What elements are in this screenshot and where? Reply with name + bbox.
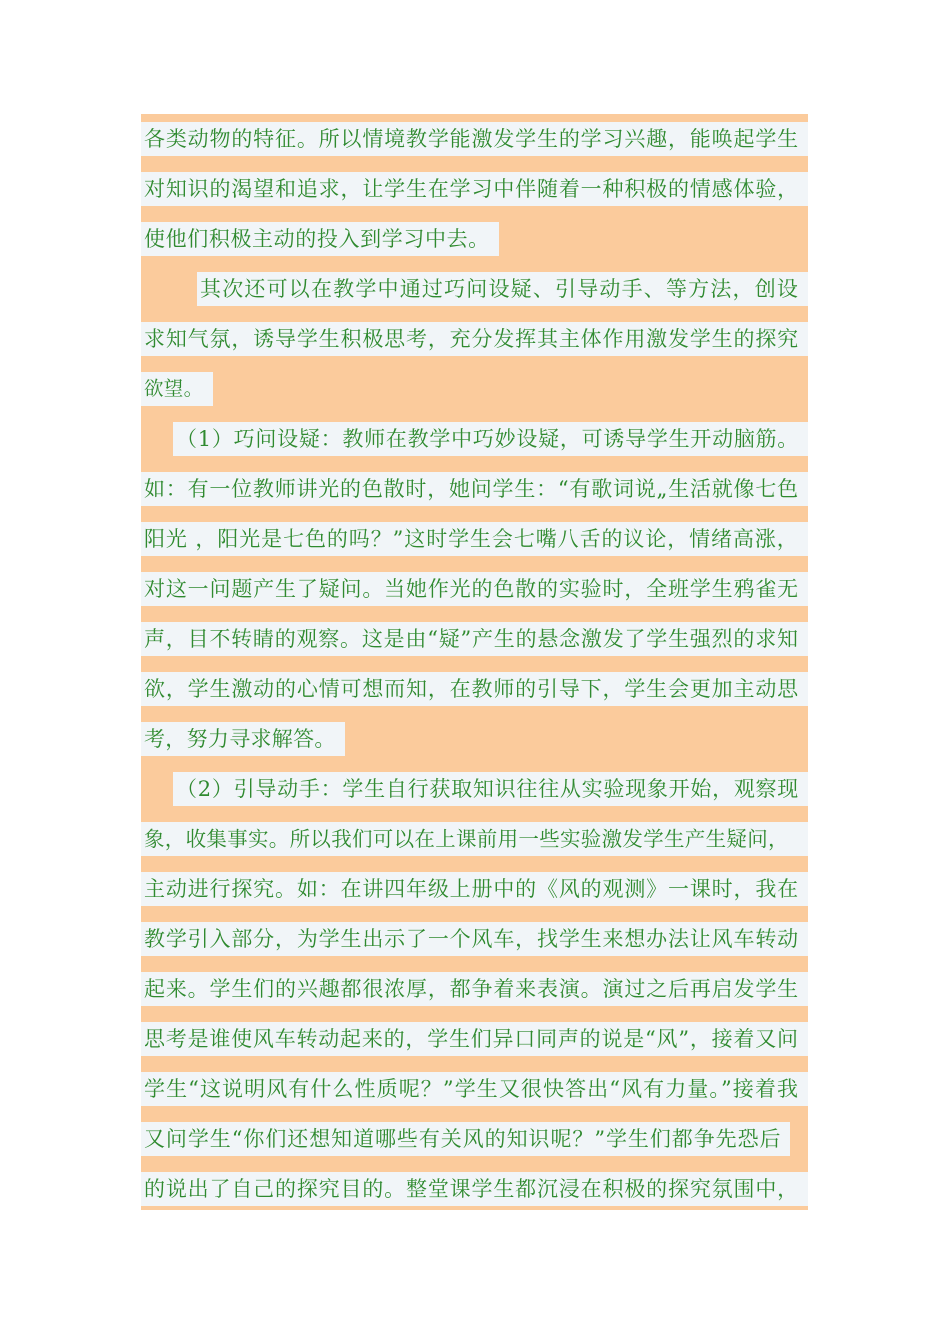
text-line-content: （1）巧问设疑：教师在教学中巧妙设疑，可诱导学生开动脑筋。 <box>173 422 808 456</box>
text-line <box>141 514 808 564</box>
text-line-content: 求知气氛，诱导学生积极思考，充分发挥其主体作用激发学生的探究 <box>141 322 808 356</box>
text-line <box>141 1014 808 1064</box>
text-line-content: 学生“这说明风有什么性质呢？”学生又很快答出“风有力量。”接着我 <box>141 1072 808 1106</box>
text-line <box>141 714 808 764</box>
text-line <box>141 564 808 614</box>
text-line <box>141 214 808 264</box>
text-line <box>141 814 808 864</box>
text-line-content: 其次还可以在教学中通过巧问设疑、引导动手、等方法，创设 <box>197 272 808 306</box>
text-line-content: 思考是谁使风车转动起来的，学生们异口同声的说是“风”，接着又问 <box>141 1022 808 1056</box>
text-line-content: 的说出了自己的探究目的。整堂课学生都沉浸在积极的探究氛围中， <box>141 1172 808 1206</box>
text-line <box>141 1114 808 1164</box>
text-line <box>141 314 808 364</box>
text-line-content: 主动进行探究。如：在讲四年级上册中的《风的观测》一课时，我在 <box>141 872 808 906</box>
highlighted-text-block <box>141 114 808 1210</box>
text-line-content: 各类动物的特征。所以情境教学能激发学生的学习兴趣，能唤起学生 <box>141 122 808 156</box>
text-line-content: 阳光 ，阳光是七色的吗？”这时学生会七嘴八舌的议论，情绪高涨， <box>141 522 808 556</box>
text-line-content: 起来。学生们的兴趣都很浓厚，都争着来表演。演过之后再启发学生 <box>141 972 808 1006</box>
text-line-content: 象，收集事实。所以我们可以在上课前用一些实验激发学生产生疑问， <box>141 822 808 856</box>
text-line-content: 教学引入部分，为学生出示了一个风车，找学生来想办法让风车转动 <box>141 922 808 956</box>
text-line-content: 如：有一位教师讲光的色散时，她问学生：“有歌词说„生活就像七色 <box>141 472 808 506</box>
text-line <box>141 164 808 214</box>
text-line <box>141 964 808 1014</box>
text-line-content: 考，努力寻求解答。 <box>141 722 345 756</box>
text-line-content: 欲，学生激动的心情可想而知，在教师的引导下，学生会更加主动思 <box>141 672 808 706</box>
text-line <box>141 414 808 464</box>
text-line <box>141 614 808 664</box>
text-line <box>141 1064 808 1114</box>
text-line-content: 对这一问题产生了疑问。当她作光的色散的实验时，全班学生鸦雀无 <box>141 572 808 606</box>
text-line-content: 欲望。 <box>141 372 213 406</box>
text-line <box>141 864 808 914</box>
text-line <box>141 264 808 314</box>
text-line-content: 对知识的渴望和追求，让学生在学习中伴随着一种积极的情感体验， <box>141 172 808 206</box>
text-line-content: 使他们积极主动的投入到学习中去。 <box>141 222 499 256</box>
text-line-content: （2）引导动手：学生自行获取知识往往从实验现象开始，观察现 <box>173 772 808 806</box>
text-line <box>141 1164 808 1214</box>
text-line <box>141 114 808 164</box>
text-line <box>141 464 808 514</box>
text-line-content: 又问学生“你们还想知道哪些有关风的知识呢？”学生们都争先恐后 <box>141 1122 790 1156</box>
text-line-content: 声，目不转睛的观察。这是由“疑”产生的悬念激发了学生强烈的求知 <box>141 622 808 656</box>
text-line <box>141 914 808 964</box>
text-line <box>141 664 808 714</box>
text-line <box>141 764 808 814</box>
text-line <box>141 364 808 414</box>
